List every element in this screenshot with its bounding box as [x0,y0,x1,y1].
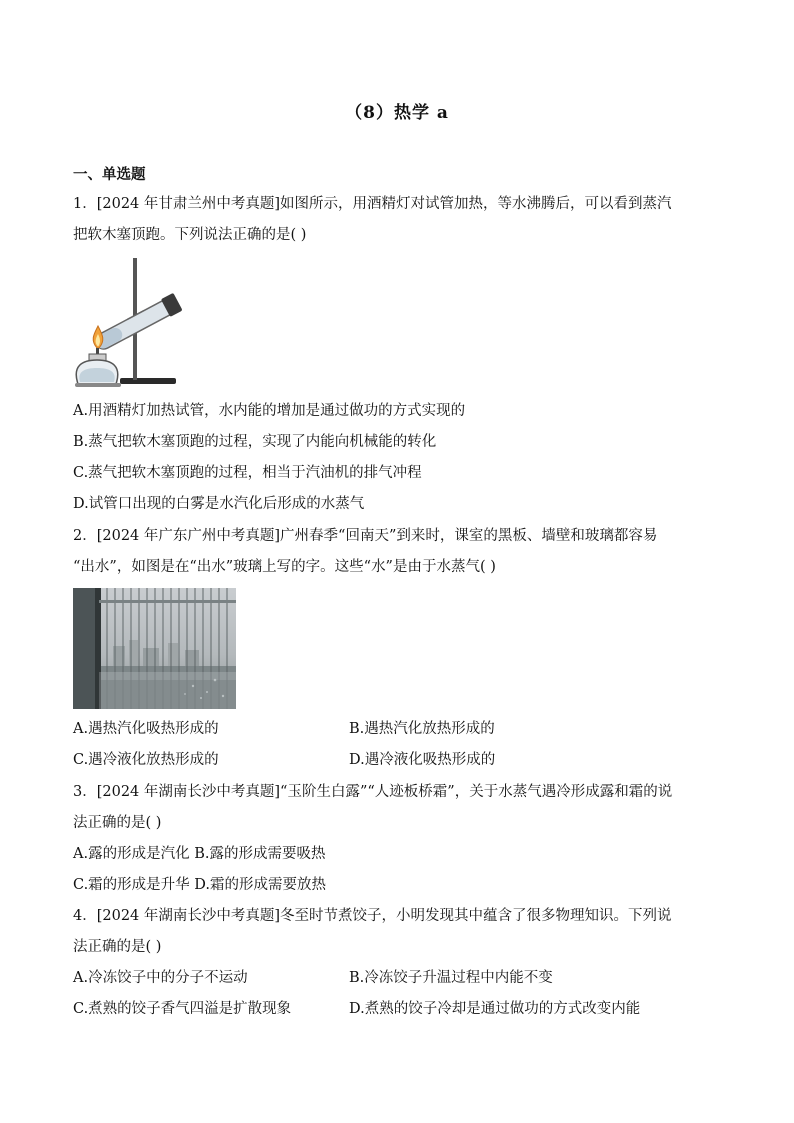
question-2-option-c: C.遇冷液化放热形成的 [73,752,219,768]
question-1-stem-line2: 把软木塞顶跑。下列说法正确的是( ) [73,227,307,243]
question-4-stem-line1: 4．[2024 年湖南长沙中考真题]冬至时节煮饺子，小明发现其中蕴含了很多物理知识。下列说 [73,908,672,924]
foggy-window-photo [73,588,236,709]
question-1-option-a: A.用酒精灯加热试管，水内能的增加是通过做功的方式实现的 [73,403,466,419]
question-2-option-b: B.遇热汽化放热形成的 [349,721,495,737]
question-1-stem-line1: 1．[2024 年甘肃兰州中考真题]如图所示，用酒精灯对试管加热，等水沸腾后，可以看到蒸汽 [73,196,672,212]
question-4-option-c: C.煮熟的饺子香气四溢是扩散现象 [73,1001,292,1017]
section-heading: 一、单选题 [73,166,146,183]
question-3-options-line2: C.霜的形成是升华 D.霜的形成需要放热 [73,877,327,893]
question-2-option-a: A.遇热汽化吸热形成的 [73,721,219,737]
question-3-stem-line2: 法正确的是( ) [73,815,162,831]
question-4-option-a: A.冷冻饺子中的分子不运动 [73,970,248,986]
page-title: （8）热学 a [345,103,449,123]
alcohol-lamp-test-tube-figure [72,256,190,390]
question-2-stem-line1: 2．[2024 年广东广州中考真题]广州春季“回南天”到来时，课室的黑板、墙壁和玻璃都容易 [73,528,658,544]
question-1-option-b: B.蒸气把软木塞顶跑的过程，实现了内能向机械能的转化 [73,434,437,450]
question-3-options-line1: A.露的形成是汽化 B.露的形成需要吸热 [73,846,326,862]
question-2-option-d: D.遇冷液化吸热形成的 [349,752,496,768]
question-4-option-d: D.煮熟的饺子冷却是通过做功的方式改变内能 [349,1001,641,1017]
question-2-stem-line2: “出水”，如图是在“出水”玻璃上写的字。这些“水”是由于水蒸气( ) [73,559,496,575]
question-4-option-b: B.冷冻饺子升温过程中内能不变 [349,970,553,986]
question-3-stem-line1: 3．[2024 年湖南长沙中考真题]“玉阶生白露”“人迹板桥霜”，关于水蒸气遇冷形成露和霜的说 [73,784,673,800]
question-4-stem-line2: 法正确的是( ) [73,939,162,955]
question-1-option-c: C.蒸气把软木塞顶跑的过程，相当于汽油机的排气冲程 [73,465,422,481]
question-1-option-d: D.试管口出现的白雾是水汽化后形成的水蒸气 [73,496,365,512]
